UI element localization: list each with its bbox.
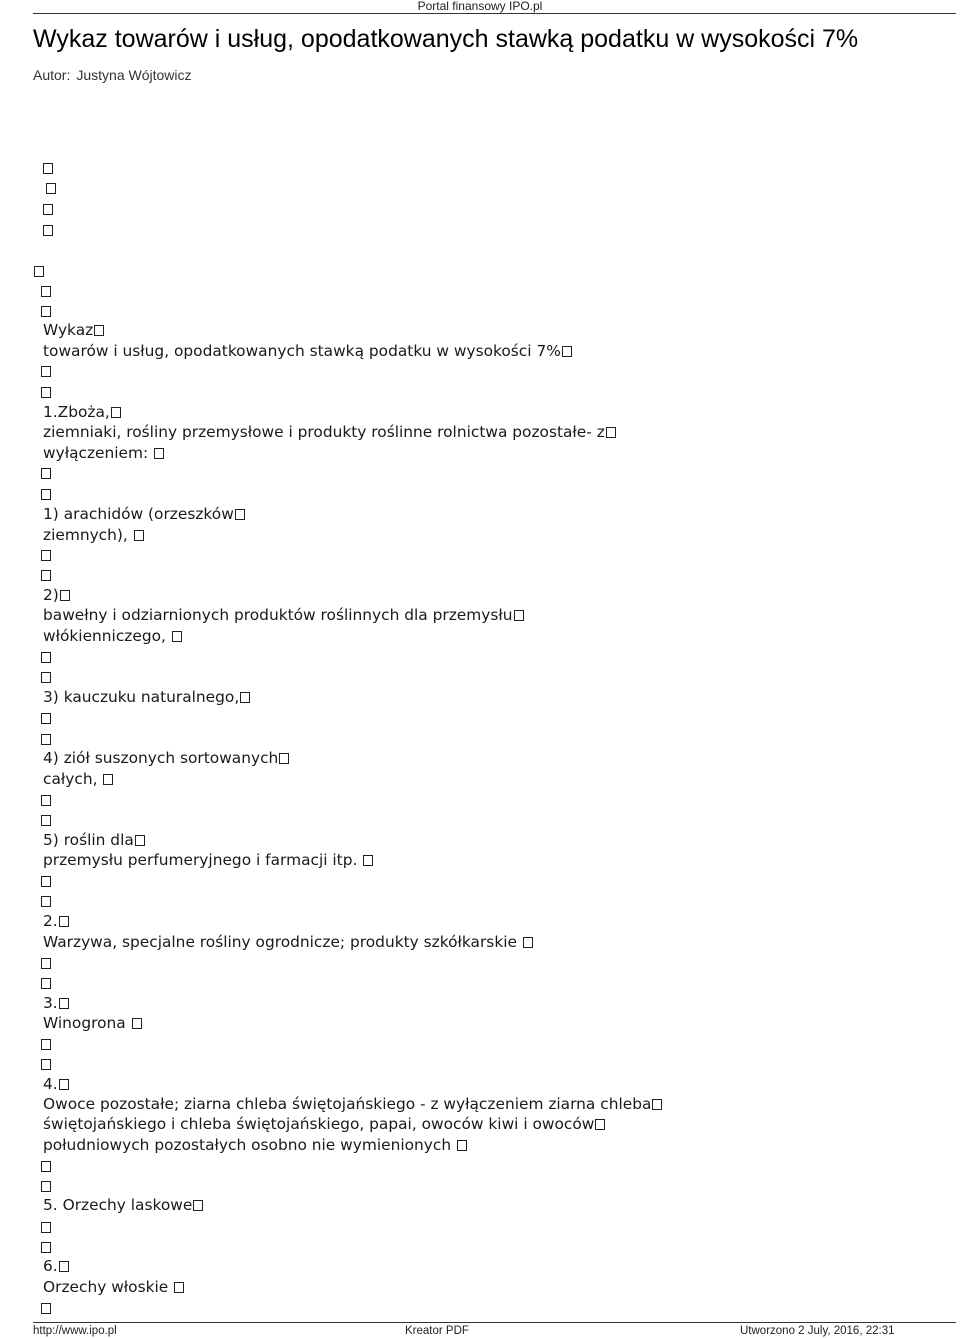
missing-glyph-box-icon: [457, 1140, 467, 1151]
missing-glyph-box-icon: [41, 286, 51, 297]
missing-glyph-box-icon: [132, 1018, 142, 1029]
placeholder-line: [34, 261, 44, 281]
line-text: ziemnych),: [43, 526, 128, 544]
footer-url[interactable]: http://www.ipo.pl: [33, 1325, 117, 1337]
missing-glyph-box-icon: [41, 1181, 51, 1192]
missing-glyph-box-icon: [43, 163, 53, 174]
text-line: [43, 525, 144, 545]
missing-glyph-box-icon: [240, 692, 250, 703]
line-text: 2): [43, 586, 59, 604]
missing-glyph-box-icon: [41, 1161, 51, 1172]
placeholder-line: [41, 1156, 51, 1176]
footer-created-date: Utworzono 2 July, 2016, 22:31: [740, 1325, 895, 1337]
text-line: [43, 443, 164, 463]
line-text: Winogrona: [43, 1014, 126, 1032]
text-line: [43, 504, 245, 524]
placeholder-line: [41, 463, 51, 483]
missing-glyph-box-icon: [41, 468, 51, 479]
placeholder-line: [41, 565, 51, 585]
placeholder-line: [41, 810, 51, 830]
line-text: przemysłu perfumeryjnego i farmacji itp.: [43, 851, 358, 869]
text-line: [43, 932, 533, 952]
missing-glyph-box-icon: [41, 366, 51, 377]
line-text: 1.Zboża,: [43, 403, 110, 421]
page-title: Wykaz towarów i usług, opodatkowanych stawką podatku w wysokości 7%: [33, 25, 859, 53]
placeholder-line: [41, 708, 51, 728]
line-text: towarów i usług, opodatkowanych stawką podatku w wysokości 7%: [43, 342, 561, 360]
text-line: [43, 1013, 142, 1033]
missing-glyph-box-icon: [103, 774, 113, 785]
text-line: [43, 402, 121, 422]
text-line: [43, 687, 250, 707]
missing-glyph-box-icon: [41, 1303, 51, 1314]
missing-glyph-box-icon: [523, 937, 533, 948]
placeholder-line: [43, 158, 53, 178]
line-text: włókienniczego,: [43, 627, 166, 645]
placeholder-line: [41, 667, 51, 687]
missing-glyph-box-icon: [41, 306, 51, 317]
missing-glyph-box-icon: [41, 1039, 51, 1050]
missing-glyph-box-icon: [60, 590, 70, 601]
text-line: [43, 769, 113, 789]
placeholder-line: [43, 199, 53, 219]
missing-glyph-box-icon: [41, 1222, 51, 1233]
missing-glyph-box-icon: [41, 734, 51, 745]
author-name: Justyna Wójtowicz: [76, 67, 192, 83]
missing-glyph-box-icon: [279, 753, 289, 764]
missing-glyph-box-icon: [363, 855, 373, 866]
missing-glyph-box-icon: [59, 1261, 69, 1272]
missing-glyph-box-icon: [41, 958, 51, 969]
line-text: 5. Orzechy laskowe: [43, 1196, 193, 1214]
placeholder-line: [41, 953, 51, 973]
line-text: wyłączeniem:: [43, 444, 149, 462]
placeholder-line: [46, 178, 56, 198]
missing-glyph-box-icon: [41, 1242, 51, 1253]
line-text: bawełny i odziarnionych produktów roślinnych dla przemysłu: [43, 606, 513, 624]
text-line: [43, 1074, 69, 1094]
line-text: 3.: [43, 994, 58, 1012]
header-divider: [33, 13, 956, 14]
missing-glyph-box-icon: [41, 550, 51, 561]
placeholder-line: [41, 1217, 51, 1237]
missing-glyph-box-icon: [59, 916, 69, 927]
placeholder-line: [41, 647, 51, 667]
missing-glyph-box-icon: [94, 325, 104, 336]
missing-glyph-box-icon: [172, 631, 182, 642]
text-line: [43, 585, 70, 605]
missing-glyph-box-icon: [46, 183, 56, 194]
author-label: Autor:: [33, 67, 71, 83]
text-line: [43, 1094, 662, 1114]
line-text: 4) ziół suszonych sortowanych: [43, 749, 279, 767]
text-line: [43, 320, 104, 340]
placeholder-line: [43, 220, 53, 240]
missing-glyph-box-icon: [41, 815, 51, 826]
placeholder-line: [41, 1237, 51, 1257]
placeholder-line: [41, 790, 51, 810]
placeholder-line: [41, 1054, 51, 1074]
placeholder-line: [41, 1034, 51, 1054]
line-text: świętojańskiego i chleba świętojańskiego, papai, owoców kiwi i owoców: [43, 1115, 595, 1133]
missing-glyph-box-icon: [606, 427, 616, 438]
missing-glyph-box-icon: [514, 610, 524, 621]
missing-glyph-box-icon: [193, 1200, 203, 1211]
placeholder-line: [41, 1176, 51, 1196]
missing-glyph-box-icon: [43, 204, 53, 215]
missing-glyph-box-icon: [41, 570, 51, 581]
line-text: całych,: [43, 770, 98, 788]
line-text: 3) kauczuku naturalnego,: [43, 688, 240, 706]
placeholder-line: [41, 891, 51, 911]
text-line: [43, 341, 572, 361]
footer-divider: [33, 1322, 956, 1323]
missing-glyph-box-icon: [59, 1079, 69, 1090]
missing-glyph-box-icon: [154, 448, 164, 459]
missing-glyph-box-icon: [135, 835, 145, 846]
placeholder-line: [41, 973, 51, 993]
header-site-name: Portal finansowy IPO.pl: [417, 0, 543, 13]
missing-glyph-box-icon: [41, 387, 51, 398]
missing-glyph-box-icon: [562, 346, 572, 357]
placeholder-line: [41, 729, 51, 749]
missing-glyph-box-icon: [174, 1282, 184, 1293]
line-text: Owoce pozostałe; ziarna chleba świętojańskiego - z wyłączeniem ziarna chleba: [43, 1095, 652, 1113]
missing-glyph-box-icon: [235, 509, 245, 520]
text-line: [43, 748, 289, 768]
missing-glyph-box-icon: [41, 876, 51, 887]
line-text: 6.: [43, 1257, 58, 1275]
missing-glyph-box-icon: [41, 713, 51, 724]
placeholder-line: [41, 382, 51, 402]
line-text: 2.: [43, 912, 58, 930]
missing-glyph-box-icon: [595, 1119, 605, 1130]
missing-glyph-box-icon: [41, 652, 51, 663]
placeholder-line: [41, 301, 51, 321]
author-line: [33, 66, 192, 84]
placeholder-line: [41, 361, 51, 381]
line-text: Warzywa, specjalne rośliny ogrodnicze; produkty szkółkarskie: [43, 933, 517, 951]
missing-glyph-box-icon: [111, 407, 121, 418]
missing-glyph-box-icon: [41, 978, 51, 989]
text-line: [43, 993, 69, 1013]
line-text: 4.: [43, 1075, 58, 1093]
text-line: [43, 605, 524, 625]
line-text: 1) arachidów (orzeszków: [43, 505, 234, 523]
text-line: [43, 850, 373, 870]
missing-glyph-box-icon: [41, 672, 51, 683]
text-line: [43, 1277, 184, 1297]
text-line: [43, 626, 182, 646]
missing-glyph-box-icon: [41, 489, 51, 500]
line-text: 5) roślin dla: [43, 831, 134, 849]
text-line: [43, 830, 145, 850]
text-line: [43, 422, 616, 442]
text-line: [43, 1114, 605, 1134]
text-line: [43, 1195, 203, 1215]
line-text: Wykaz: [43, 321, 94, 339]
placeholder-line: [41, 871, 51, 891]
line-text: ziemniaki, rośliny przemysłowe i produkty roślinne rolnictwa pozostałe- z: [43, 423, 605, 441]
placeholder-line: [41, 545, 51, 565]
text-line: [43, 911, 69, 931]
missing-glyph-box-icon: [134, 530, 144, 541]
missing-glyph-box-icon: [652, 1099, 662, 1110]
missing-glyph-box-icon: [43, 225, 53, 236]
missing-glyph-box-icon: [34, 266, 44, 277]
placeholder-line: [41, 484, 51, 504]
placeholder-line: [41, 1298, 51, 1318]
line-text: południowych pozostałych osobno nie wymienionych: [43, 1136, 452, 1154]
text-line: [43, 1256, 69, 1276]
missing-glyph-box-icon: [41, 795, 51, 806]
missing-glyph-box-icon: [59, 998, 69, 1009]
missing-glyph-box-icon: [41, 1059, 51, 1070]
footer-generator: Kreator PDF: [405, 1325, 469, 1337]
line-text: Orzechy włoskie: [43, 1278, 169, 1296]
text-line: [43, 1135, 467, 1155]
missing-glyph-box-icon: [41, 896, 51, 907]
placeholder-line: [41, 281, 51, 301]
